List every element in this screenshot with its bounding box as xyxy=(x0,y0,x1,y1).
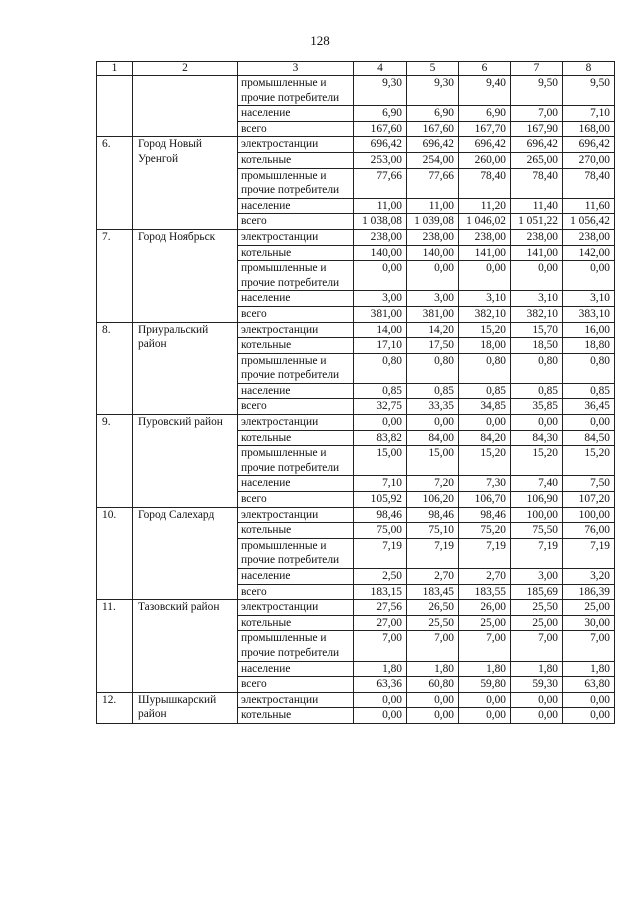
category-cell: электростанции xyxy=(238,415,354,431)
row-index: 12. xyxy=(97,692,133,723)
category-cell: электростанции xyxy=(238,507,354,523)
value-cell: 7,50 xyxy=(563,476,615,492)
category-cell: электростанции xyxy=(238,322,354,338)
value-cell: 7,10 xyxy=(354,476,407,492)
value-cell: 30,00 xyxy=(563,615,615,631)
value-cell: 0,85 xyxy=(354,383,407,399)
row-index: 8. xyxy=(97,322,133,415)
category-cell: котельные xyxy=(238,245,354,261)
value-cell: 0,00 xyxy=(511,415,563,431)
value-cell: 1,80 xyxy=(407,661,459,677)
column-header: 4 xyxy=(354,62,407,76)
row-index: 9. xyxy=(97,415,133,508)
table-row xyxy=(97,229,615,245)
row-index xyxy=(97,76,133,137)
territory-name: Город Новый Уренгой xyxy=(133,137,238,230)
value-cell: 17,50 xyxy=(407,338,459,354)
value-cell: 15,20 xyxy=(459,322,511,338)
category-cell: всего xyxy=(238,677,354,693)
value-cell: 2,50 xyxy=(354,569,407,585)
value-cell: 7,00 xyxy=(459,631,511,661)
value-cell: 11,00 xyxy=(407,198,459,214)
value-cell: 11,40 xyxy=(511,198,563,214)
category-cell: котельные xyxy=(238,523,354,539)
value-cell: 17,10 xyxy=(354,338,407,354)
category-cell: котельные xyxy=(238,152,354,168)
value-cell: 0,00 xyxy=(459,692,511,708)
row-index: 6. xyxy=(97,137,133,230)
table-row xyxy=(97,76,615,106)
value-cell: 75,50 xyxy=(511,523,563,539)
value-cell: 77,66 xyxy=(407,168,459,198)
value-cell: 0,80 xyxy=(354,353,407,383)
value-cell: 25,00 xyxy=(563,600,615,616)
value-cell: 106,90 xyxy=(511,492,563,508)
row-index: 10. xyxy=(97,507,133,600)
value-cell: 7,10 xyxy=(563,106,615,122)
value-cell: 83,82 xyxy=(354,430,407,446)
value-cell: 77,66 xyxy=(354,168,407,198)
value-cell: 1 038,08 xyxy=(354,214,407,230)
value-cell: 9,40 xyxy=(459,76,511,106)
value-cell: 254,00 xyxy=(407,152,459,168)
category-cell: электростанции xyxy=(238,137,354,153)
value-cell: 7,19 xyxy=(354,538,407,568)
value-cell: 0,00 xyxy=(459,415,511,431)
category-cell: население xyxy=(238,476,354,492)
value-cell: 168,00 xyxy=(563,121,615,137)
territory-name: Город Ноябрьск xyxy=(133,229,238,322)
category-cell: промышленные и прочие потребители xyxy=(238,76,354,106)
value-cell: 1 051,22 xyxy=(511,214,563,230)
value-cell: 1 046,02 xyxy=(459,214,511,230)
value-cell: 107,20 xyxy=(563,492,615,508)
category-cell: население xyxy=(238,291,354,307)
value-cell: 106,20 xyxy=(407,492,459,508)
value-cell: 26,50 xyxy=(407,600,459,616)
value-cell: 0,00 xyxy=(354,692,407,708)
category-cell: электростанции xyxy=(238,600,354,616)
value-cell: 9,30 xyxy=(407,76,459,106)
value-cell: 7,20 xyxy=(407,476,459,492)
column-header: 1 xyxy=(97,62,133,76)
value-cell: 0,85 xyxy=(563,383,615,399)
value-cell: 3,10 xyxy=(511,291,563,307)
value-cell: 3,00 xyxy=(354,291,407,307)
value-cell: 260,00 xyxy=(459,152,511,168)
value-cell: 381,00 xyxy=(354,306,407,322)
table-row xyxy=(97,415,615,431)
value-cell: 183,55 xyxy=(459,584,511,600)
value-cell: 0,80 xyxy=(407,353,459,383)
value-cell: 0,00 xyxy=(459,708,511,724)
category-cell: население xyxy=(238,661,354,677)
value-cell: 270,00 xyxy=(563,152,615,168)
category-cell: всего xyxy=(238,399,354,415)
value-cell: 696,42 xyxy=(511,137,563,153)
value-cell: 11,00 xyxy=(354,198,407,214)
value-cell: 105,92 xyxy=(354,492,407,508)
value-cell: 2,70 xyxy=(459,569,511,585)
value-cell: 11,20 xyxy=(459,198,511,214)
value-cell: 34,85 xyxy=(459,399,511,415)
value-cell: 253,00 xyxy=(354,152,407,168)
table-row xyxy=(97,507,615,523)
value-cell: 84,20 xyxy=(459,430,511,446)
value-cell: 238,00 xyxy=(563,229,615,245)
category-cell: промышленные и прочие потребители xyxy=(238,446,354,476)
value-cell: 7,00 xyxy=(407,631,459,661)
value-cell: 381,00 xyxy=(407,306,459,322)
category-cell: всего xyxy=(238,214,354,230)
column-header: 6 xyxy=(459,62,511,76)
value-cell: 6,90 xyxy=(354,106,407,122)
value-cell: 15,20 xyxy=(459,446,511,476)
territory-name: Приуральский район xyxy=(133,322,238,415)
value-cell: 7,40 xyxy=(511,476,563,492)
value-cell: 7,30 xyxy=(459,476,511,492)
value-cell: 100,00 xyxy=(511,507,563,523)
value-cell: 0,85 xyxy=(407,383,459,399)
value-cell: 36,45 xyxy=(563,399,615,415)
value-cell: 18,50 xyxy=(511,338,563,354)
value-cell: 0,80 xyxy=(459,353,511,383)
value-cell: 15,20 xyxy=(563,446,615,476)
value-cell: 3,10 xyxy=(459,291,511,307)
value-cell: 25,50 xyxy=(407,615,459,631)
value-cell: 84,30 xyxy=(511,430,563,446)
column-header: 2 xyxy=(133,62,238,76)
value-cell: 1,80 xyxy=(354,661,407,677)
value-cell: 0,00 xyxy=(407,708,459,724)
value-cell: 0,00 xyxy=(511,261,563,291)
header-row xyxy=(97,62,615,76)
category-cell: котельные xyxy=(238,615,354,631)
value-cell: 183,45 xyxy=(407,584,459,600)
value-cell: 696,42 xyxy=(459,137,511,153)
table-row xyxy=(97,692,615,708)
value-cell: 167,60 xyxy=(407,121,459,137)
category-cell: промышленные и прочие потребители xyxy=(238,538,354,568)
value-cell: 0,00 xyxy=(459,261,511,291)
page-number: 128 xyxy=(310,33,330,48)
value-cell: 1,80 xyxy=(511,661,563,677)
value-cell: 7,19 xyxy=(511,538,563,568)
value-cell: 78,40 xyxy=(511,168,563,198)
value-cell: 238,00 xyxy=(354,229,407,245)
value-cell: 98,46 xyxy=(459,507,511,523)
value-cell: 167,90 xyxy=(511,121,563,137)
value-cell: 6,90 xyxy=(459,106,511,122)
value-cell: 382,10 xyxy=(511,306,563,322)
row-index: 7. xyxy=(97,229,133,322)
value-cell: 238,00 xyxy=(459,229,511,245)
territory-name: Город Салехард xyxy=(133,507,238,600)
category-cell: котельные xyxy=(238,430,354,446)
value-cell: 7,00 xyxy=(511,631,563,661)
value-cell: 0,85 xyxy=(459,383,511,399)
value-cell: 183,15 xyxy=(354,584,407,600)
value-cell: 1,80 xyxy=(563,661,615,677)
value-cell: 15,00 xyxy=(407,446,459,476)
value-cell: 59,30 xyxy=(511,677,563,693)
value-cell: 0,00 xyxy=(407,415,459,431)
category-cell: всего xyxy=(238,492,354,508)
value-cell: 27,00 xyxy=(354,615,407,631)
value-cell: 141,00 xyxy=(459,245,511,261)
value-cell: 0,80 xyxy=(511,353,563,383)
value-cell: 14,20 xyxy=(407,322,459,338)
value-cell: 78,40 xyxy=(459,168,511,198)
value-cell: 76,00 xyxy=(563,523,615,539)
value-cell: 696,42 xyxy=(354,137,407,153)
value-cell: 7,19 xyxy=(407,538,459,568)
category-cell: население xyxy=(238,383,354,399)
category-cell: всего xyxy=(238,121,354,137)
value-cell: 383,10 xyxy=(563,306,615,322)
value-cell: 75,10 xyxy=(407,523,459,539)
category-cell: промышленные и прочие потребители xyxy=(238,261,354,291)
value-cell: 140,00 xyxy=(407,245,459,261)
value-cell: 186,39 xyxy=(563,584,615,600)
table-row xyxy=(97,137,615,153)
value-cell: 167,70 xyxy=(459,121,511,137)
value-cell: 16,00 xyxy=(563,322,615,338)
value-cell: 0,85 xyxy=(511,383,563,399)
value-cell: 238,00 xyxy=(511,229,563,245)
category-cell: промышленные и прочие потребители xyxy=(238,353,354,383)
value-cell: 18,00 xyxy=(459,338,511,354)
category-cell: население xyxy=(238,569,354,585)
value-cell: 0,00 xyxy=(563,692,615,708)
value-cell: 238,00 xyxy=(407,229,459,245)
value-cell: 63,80 xyxy=(563,677,615,693)
value-cell: 98,46 xyxy=(354,507,407,523)
value-cell: 140,00 xyxy=(354,245,407,261)
value-cell: 7,00 xyxy=(354,631,407,661)
value-cell: 3,10 xyxy=(563,291,615,307)
column-header: 7 xyxy=(511,62,563,76)
value-cell: 18,80 xyxy=(563,338,615,354)
value-cell: 25,00 xyxy=(511,615,563,631)
category-cell: промышленные и прочие потребители xyxy=(238,631,354,661)
value-cell: 0,00 xyxy=(407,261,459,291)
value-cell: 167,60 xyxy=(354,121,407,137)
category-cell: всего xyxy=(238,584,354,600)
value-cell: 0,00 xyxy=(511,708,563,724)
value-cell: 98,46 xyxy=(407,507,459,523)
value-cell: 1 056,42 xyxy=(563,214,615,230)
value-cell: 9,30 xyxy=(354,76,407,106)
value-cell: 141,00 xyxy=(511,245,563,261)
value-cell: 3,00 xyxy=(407,291,459,307)
value-cell: 0,00 xyxy=(354,261,407,291)
value-cell: 7,00 xyxy=(563,631,615,661)
territory-name xyxy=(133,76,238,137)
category-cell: электростанции xyxy=(238,229,354,245)
energy-consumption-table xyxy=(96,61,615,724)
value-cell: 15,00 xyxy=(354,446,407,476)
value-cell: 15,20 xyxy=(511,446,563,476)
value-cell: 185,69 xyxy=(511,584,563,600)
table-row xyxy=(97,322,615,338)
value-cell: 25,00 xyxy=(459,615,511,631)
value-cell: 0,00 xyxy=(354,708,407,724)
value-cell: 142,00 xyxy=(563,245,615,261)
value-cell: 11,60 xyxy=(563,198,615,214)
value-cell: 106,70 xyxy=(459,492,511,508)
value-cell: 265,00 xyxy=(511,152,563,168)
value-cell: 7,00 xyxy=(511,106,563,122)
value-cell: 35,85 xyxy=(511,399,563,415)
value-cell: 0,80 xyxy=(563,353,615,383)
value-cell: 0,00 xyxy=(563,708,615,724)
table-row xyxy=(97,600,615,616)
column-header: 5 xyxy=(407,62,459,76)
category-cell: котельные xyxy=(238,708,354,724)
value-cell: 59,80 xyxy=(459,677,511,693)
value-cell: 63,36 xyxy=(354,677,407,693)
value-cell: 2,70 xyxy=(407,569,459,585)
value-cell: 26,00 xyxy=(459,600,511,616)
value-cell: 32,75 xyxy=(354,399,407,415)
value-cell: 84,00 xyxy=(407,430,459,446)
value-cell: 382,10 xyxy=(459,306,511,322)
category-cell: промышленные и прочие потребители xyxy=(238,168,354,198)
value-cell: 6,90 xyxy=(407,106,459,122)
value-cell: 696,42 xyxy=(563,137,615,153)
category-cell: население xyxy=(238,198,354,214)
value-cell: 75,00 xyxy=(354,523,407,539)
territory-name: Пуровский район xyxy=(133,415,238,508)
value-cell: 9,50 xyxy=(511,76,563,106)
value-cell: 3,20 xyxy=(563,569,615,585)
value-cell: 696,42 xyxy=(407,137,459,153)
value-cell: 27,56 xyxy=(354,600,407,616)
value-cell: 0,00 xyxy=(511,692,563,708)
value-cell: 0,00 xyxy=(563,261,615,291)
value-cell: 0,00 xyxy=(354,415,407,431)
value-cell: 14,00 xyxy=(354,322,407,338)
value-cell: 60,80 xyxy=(407,677,459,693)
value-cell: 0,00 xyxy=(407,692,459,708)
value-cell: 9,50 xyxy=(563,76,615,106)
value-cell: 78,40 xyxy=(563,168,615,198)
value-cell: 7,19 xyxy=(563,538,615,568)
category-cell: население xyxy=(238,106,354,122)
value-cell: 75,20 xyxy=(459,523,511,539)
value-cell: 100,00 xyxy=(563,507,615,523)
value-cell: 15,70 xyxy=(511,322,563,338)
category-cell: электростанции xyxy=(238,692,354,708)
value-cell: 3,00 xyxy=(511,569,563,585)
row-index: 11. xyxy=(97,600,133,693)
category-cell: котельные xyxy=(238,338,354,354)
value-cell: 7,19 xyxy=(459,538,511,568)
value-cell: 33,35 xyxy=(407,399,459,415)
category-cell: всего xyxy=(238,306,354,322)
value-cell: 25,50 xyxy=(511,600,563,616)
column-header: 3 xyxy=(238,62,354,76)
territory-name: Тазовский район xyxy=(133,600,238,693)
value-cell: 1 039,08 xyxy=(407,214,459,230)
value-cell: 1,80 xyxy=(459,661,511,677)
value-cell: 84,50 xyxy=(563,430,615,446)
territory-name: Шурышкарский район xyxy=(133,692,238,723)
value-cell: 0,00 xyxy=(563,415,615,431)
column-header: 8 xyxy=(563,62,615,76)
